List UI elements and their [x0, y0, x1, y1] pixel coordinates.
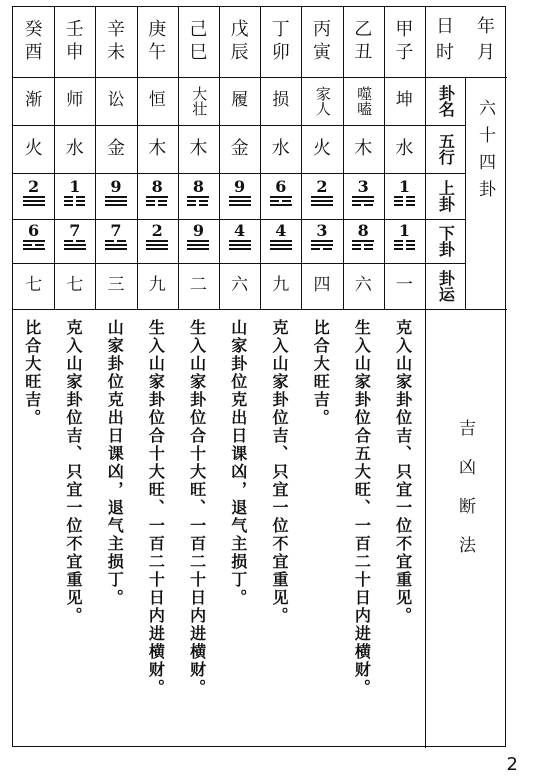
hexagram-name: 履: [231, 90, 249, 111]
hexagram-name: 恒: [148, 90, 166, 111]
yun-cell: 二: [189, 275, 207, 296]
row-divider: [13, 309, 507, 310]
upper-trigram-number: 9: [234, 177, 246, 196]
upper-trigram-lines: [270, 196, 292, 206]
wuxing-cell: 木: [189, 137, 208, 159]
yun-cell: 九: [148, 275, 166, 296]
header-day-label: 日: [436, 15, 454, 37]
lower-trigram-lines: [270, 240, 292, 250]
lower-trigram: [384, 223, 425, 250]
header-hour-label: 时: [436, 41, 454, 63]
ganzhi-char: 乙: [354, 19, 373, 41]
upper-trigram-lines: [394, 196, 415, 206]
judgement-text: 克入山家卦位吉、只宜一位不宜重见。: [63, 319, 83, 625]
lower-trigram: [219, 223, 260, 250]
header-month-label: 月: [477, 41, 495, 63]
lower-trigram-lines: [187, 240, 209, 250]
upper-trigram-number: 2: [316, 177, 328, 196]
row-divider: [13, 219, 465, 220]
row-divider: [13, 173, 465, 174]
ganzhi-char: 寅: [312, 42, 331, 63]
upper-trigram: [95, 179, 136, 206]
upper-trigram-number: 6: [275, 177, 287, 196]
upper-trigram: [219, 179, 260, 206]
row-label-yun: 卦运: [436, 270, 456, 302]
upper-trigram: [137, 179, 178, 206]
ganzhi-cell: [301, 7, 342, 77]
ganzhi-char: 壬: [65, 19, 84, 41]
yun-cell: 七: [25, 275, 43, 296]
upper-trigram-lines: [64, 196, 85, 206]
upper-trigram: [343, 179, 384, 206]
yun-cell: 一: [395, 275, 413, 296]
lower-trigram: [54, 223, 95, 250]
upper-trigram: [54, 179, 95, 206]
lower-trigram-number: 9: [192, 221, 204, 240]
ganzhi-char: 辛: [106, 19, 125, 41]
upper-trigram: [384, 179, 425, 206]
yun-cell: 九: [272, 275, 290, 296]
yun-cell: 六: [231, 275, 249, 296]
ganzhi-char: 戊: [230, 19, 249, 41]
hexagram-table: [12, 6, 506, 747]
judgement-text: 比合大旺吉。: [22, 319, 42, 427]
wuxing-cell: 金: [106, 137, 125, 159]
lower-trigram: [343, 223, 384, 250]
ganzhi-char: 丁: [271, 19, 290, 41]
hexagram-name: 坤: [395, 90, 413, 111]
ganzhi-char: 未: [106, 42, 125, 63]
yun-cell: 三: [107, 275, 125, 296]
ganzhi-char: 庚: [148, 19, 167, 41]
yun-cell: 四: [313, 275, 331, 296]
lower-trigram-lines: [146, 240, 168, 250]
judgement-title: 吉凶断法: [455, 419, 475, 575]
upper-trigram-number: 9: [110, 177, 122, 196]
upper-trigram: [178, 179, 219, 206]
lower-trigram-number: 4: [275, 221, 287, 240]
ganzhi-char: 丙: [312, 19, 331, 41]
lower-trigram-lines: [394, 240, 415, 250]
hexagram-name: 家人: [313, 86, 332, 116]
lower-trigram-lines: [23, 240, 45, 250]
upper-trigram-number: 1: [69, 177, 81, 196]
lower-trigram: [178, 223, 219, 250]
ganzhi-cell: [219, 7, 260, 77]
page-number: 2: [506, 754, 518, 775]
ganzhi-char: 己: [189, 19, 208, 41]
header-year-label: 年: [477, 15, 495, 37]
ganzhi-cell: [95, 7, 136, 77]
lower-trigram-lines: [229, 240, 251, 250]
wuxing-cell: 火: [24, 137, 43, 159]
judgement-text: 克入山家卦位吉、只宜一位不宜重见。: [393, 319, 413, 625]
hexagram-name: 师: [66, 90, 84, 111]
lower-trigram-number: 7: [110, 221, 122, 240]
ganzhi-char: 辰: [230, 42, 249, 63]
upper-trigram-number: 1: [398, 177, 410, 196]
ganzhi-char: 子: [395, 42, 414, 63]
hexagram-name: 渐: [25, 90, 43, 111]
hexagram-name: 讼: [107, 90, 125, 111]
lower-trigram-number: 8: [357, 221, 369, 240]
ganzhi-char: 午: [148, 42, 167, 63]
ganzhi-char: 巳: [189, 42, 208, 63]
upper-trigram-lines: [229, 196, 251, 206]
lower-trigram: [301, 223, 342, 250]
upper-trigram: [260, 179, 301, 206]
row-label-name: 卦名: [436, 85, 456, 117]
ganzhi-cell: [178, 7, 219, 77]
upper-trigram-lines: [23, 196, 45, 206]
ganzhi-char: 丑: [354, 42, 373, 63]
hexagram-name: 大壮: [190, 86, 209, 116]
upper-trigram-lines: [352, 196, 374, 206]
side-divider: [465, 77, 466, 309]
lower-trigram-lines: [64, 240, 86, 250]
upper-trigram-lines: [311, 196, 333, 206]
lower-trigram-number: 1: [398, 221, 410, 240]
ganzhi-cell: [343, 7, 384, 77]
upper-trigram-lines: [187, 196, 209, 206]
ganzhi-cell: [137, 7, 178, 77]
ganzhi-char: 申: [65, 42, 84, 63]
lower-trigram-lines: [105, 240, 127, 250]
row-label-upper: 上卦: [436, 180, 456, 212]
lower-trigram-number: 7: [69, 221, 81, 240]
upper-trigram-number: 3: [357, 177, 369, 196]
upper-trigram-lines: [105, 196, 127, 206]
lower-trigram: [137, 223, 178, 250]
ganzhi-cell: [260, 7, 301, 77]
lower-trigram-number: 4: [234, 221, 246, 240]
lower-trigram-lines: [352, 240, 374, 250]
judgement-text: 比合大旺吉。: [311, 319, 331, 427]
wuxing-cell: 金: [230, 137, 249, 159]
lower-trigram-lines: [311, 240, 333, 250]
wuxing-cell: 水: [271, 137, 290, 159]
ganzhi-char: 癸: [24, 19, 43, 41]
wuxing-cell: 木: [148, 137, 167, 159]
yun-cell: 七: [66, 275, 84, 296]
ganzhi-char: 酉: [24, 42, 43, 63]
lower-trigram: [260, 223, 301, 250]
lower-trigram: [95, 223, 136, 250]
wuxing-cell: 火: [312, 137, 331, 159]
judgement-text: 山家卦位克出日课凶，退气主损丁。: [228, 319, 248, 607]
hexagram-name: 噬嗑: [355, 86, 374, 116]
upper-trigram-number: 2: [28, 177, 40, 196]
wuxing-cell: 水: [395, 137, 414, 159]
row-label-lower: 下卦: [436, 225, 456, 257]
yun-cell: 六: [354, 275, 372, 296]
upper-trigram: [301, 179, 342, 206]
lower-trigram-number: 6: [28, 221, 40, 240]
side-title: 六十四卦: [475, 99, 495, 207]
judgement-text: 生入山家卦位合十大旺、一百二十日内进横财。: [187, 319, 207, 697]
ganzhi-cell: [13, 7, 54, 77]
lower-trigram: [13, 223, 54, 250]
judgement-text: 生入山家卦位合五大旺、一百二十日内进横财。: [352, 319, 372, 697]
lower-trigram-number: 2: [151, 221, 163, 240]
wuxing-cell: 水: [65, 137, 84, 159]
judgement-text: 克入山家卦位吉、只宜一位不宜重见。: [269, 319, 289, 625]
ganzhi-char: 甲: [395, 19, 414, 41]
upper-trigram: [13, 179, 54, 206]
ganzhi-char: 卯: [271, 42, 290, 63]
judgement-text: 生入山家卦位合十大旺、一百二十日内进横财。: [146, 319, 166, 697]
wuxing-cell: 木: [354, 137, 373, 159]
upper-trigram-number: 8: [192, 177, 204, 196]
upper-trigram-lines: [146, 196, 168, 206]
row-label-wuxing: 五行: [436, 133, 456, 165]
lower-trigram-number: 3: [316, 221, 328, 240]
hexagram-name: 损: [272, 90, 290, 111]
upper-trigram-number: 8: [151, 177, 163, 196]
ganzhi-cell: [54, 7, 95, 77]
judgement-text: 山家卦位克出日课凶，退气主损丁。: [105, 319, 125, 607]
ganzhi-cell: [384, 7, 425, 77]
